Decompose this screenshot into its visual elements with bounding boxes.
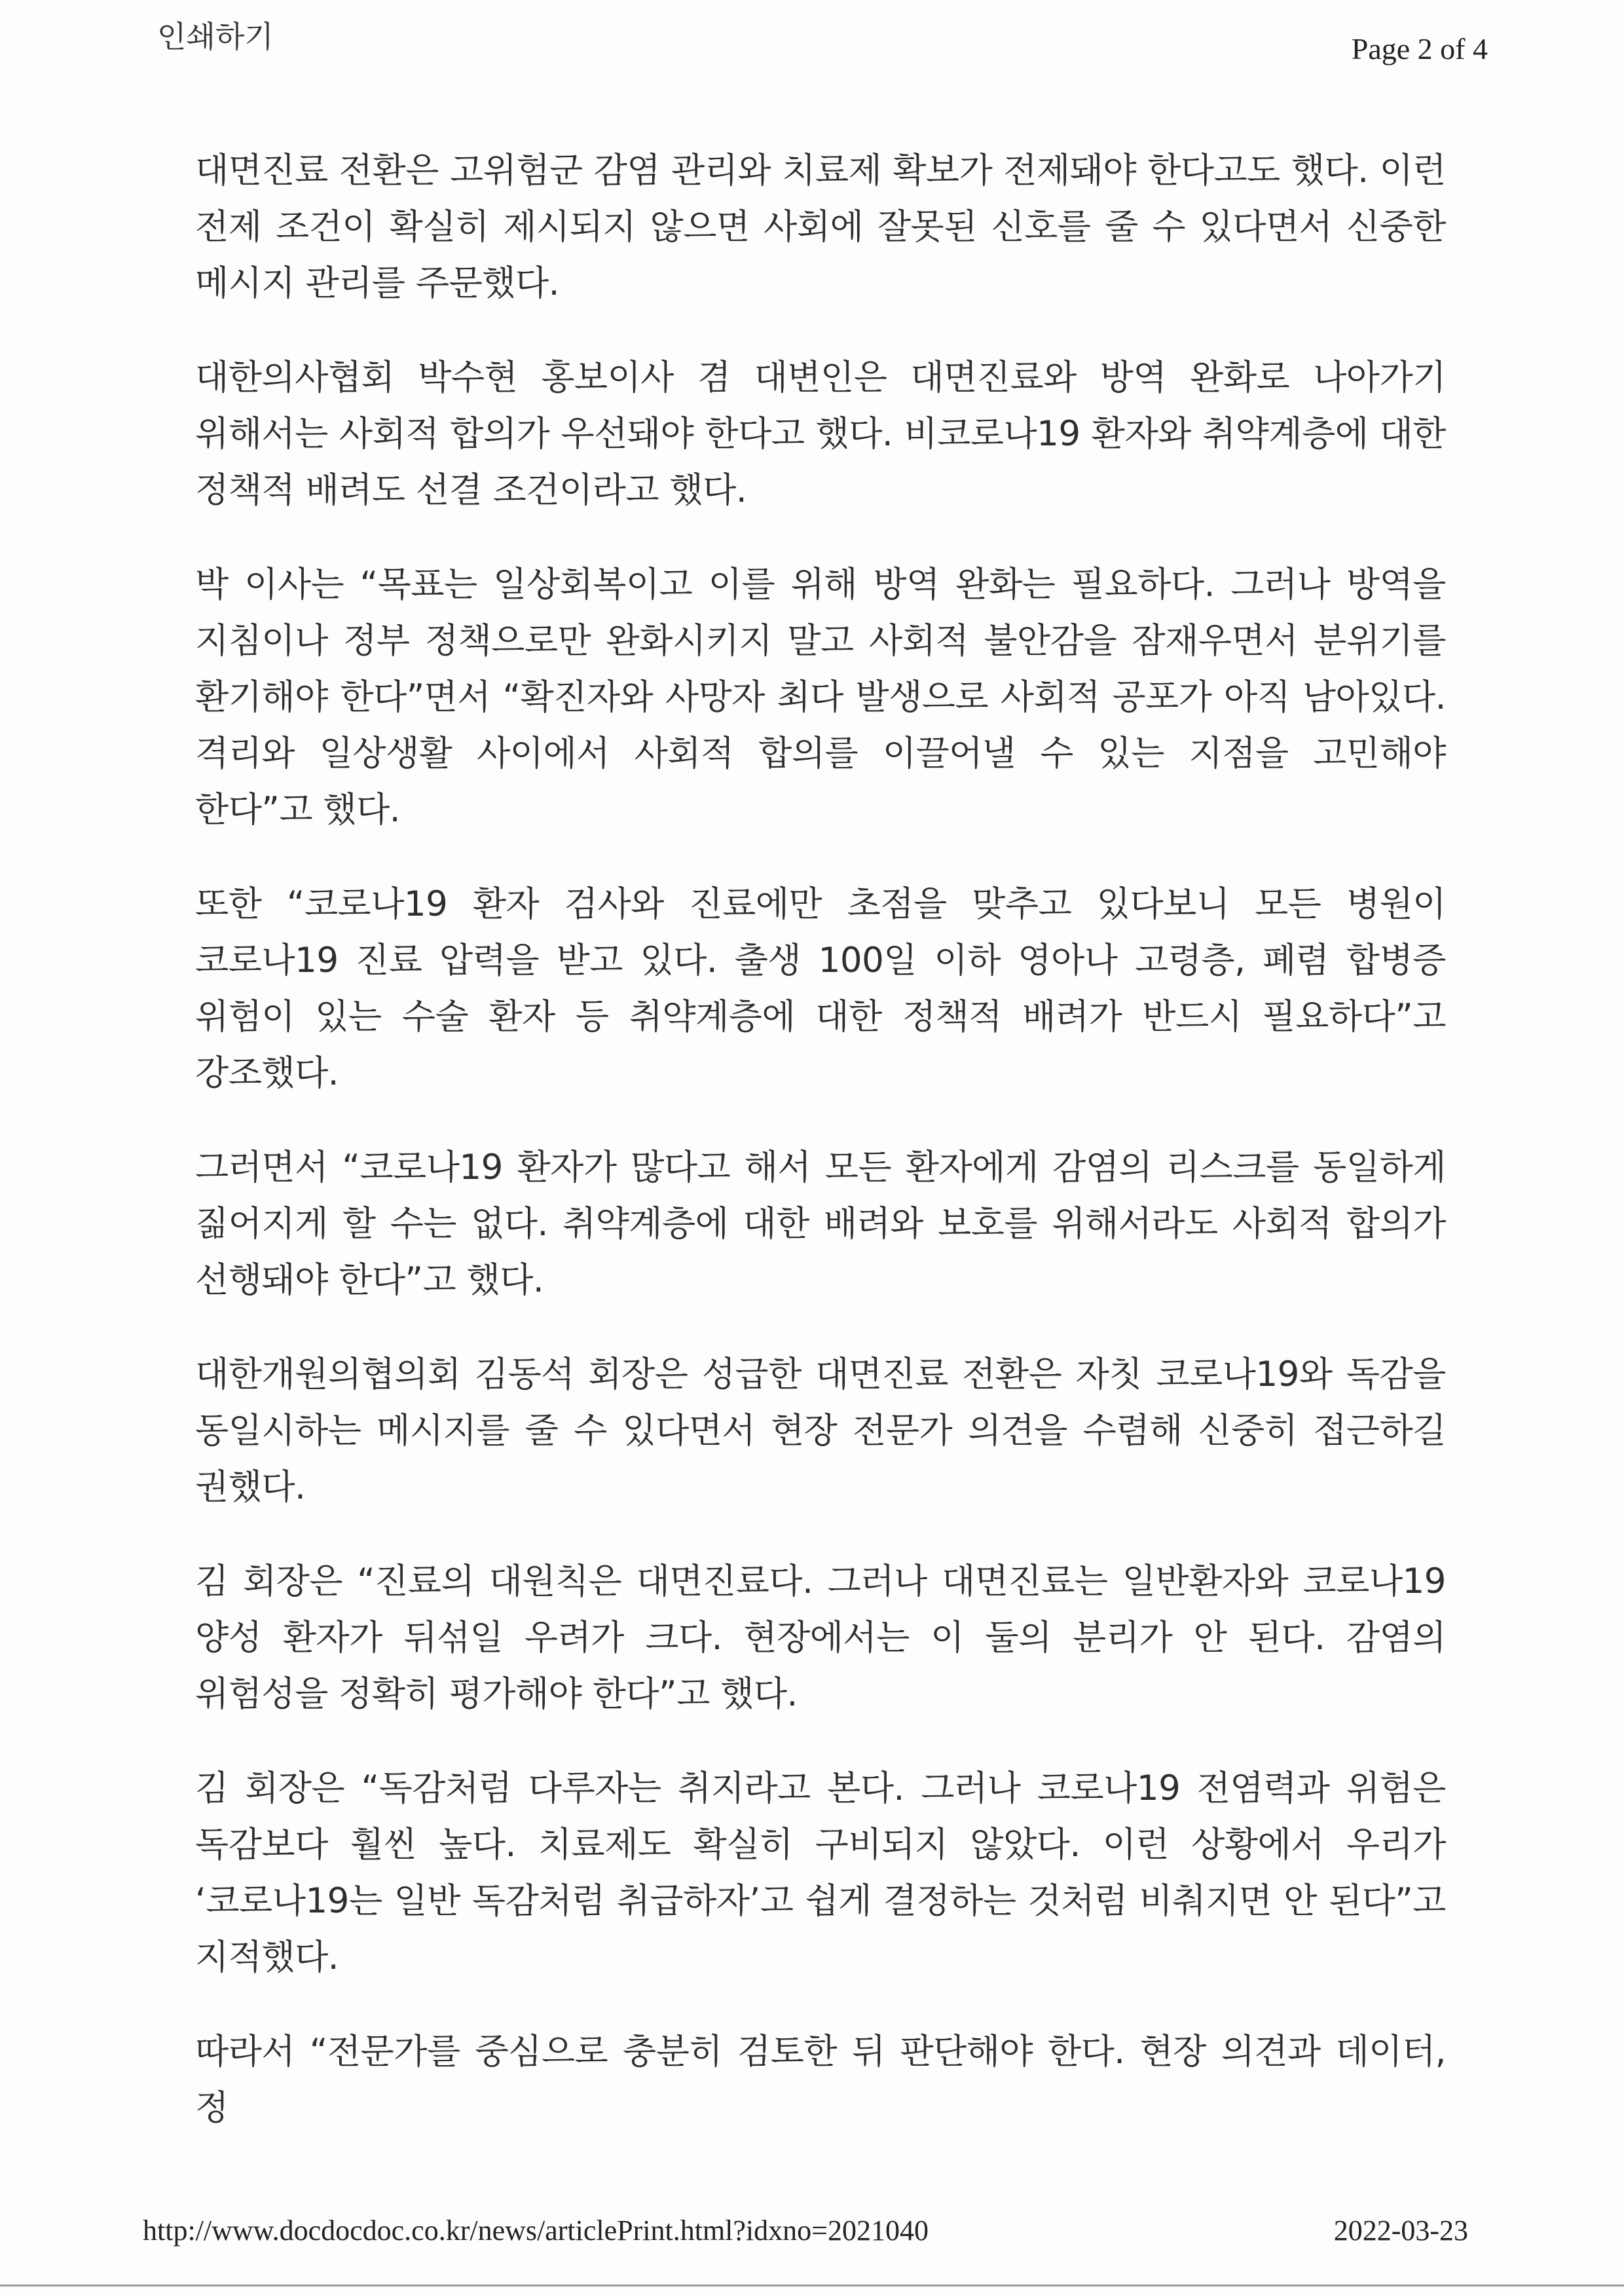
article-paragraph: 그러면서 “코로나19 환자가 많다고 해서 모든 환자에게 감염의 리스크를 동일하게 짊어지게 할 수는 없다. 취약계층에 대한 배려와 보호를 위해서라도 사회적 합의가 선행돼야 한다”고 했다. [195,1148,1446,1300]
article-paragraph: 김 회장은 “진료의 대원칙은 대면진료다. 그러나 대면진료는 일반환자와 코로나19 양성 환자가 뒤섞일 우려가 크다. 현장에서는 이 둘의 분리가 안 된다. 감염의 위험성을 정확히 평가해야 한다”고 했다. [195,1561,1446,1714]
article-paragraph: 대한의사협회 박수현 홍보이사 겸 대변인은 대면진료와 방역 완화로 나아가기 위해서는 사회적 합의가 우선돼야 한다고 했다. 비코로나19 환자와 취약계층에 대한 정책적 배려도 선결 조건이라고 했다. [195,358,1446,510]
article-paragraph: 대면진료 전환은 고위험군 감염 관리와 치료제 확보가 전제돼야 한다고도 했다. 이런 전제 조건이 확실히 제시되지 않으면 사회에 잘못된 신호를 줄 수 있다면서 신중한 메시지 관리를 주문했다. [195,151,1446,303]
article-paragraph: 김 회장은 “독감처럼 다루자는 취지라고 본다. 그러나 코로나19 전염력과 위험은 독감보다 훨씬 높다. 치료제도 확실히 구비되지 않았다. 이런 상황에서 우리가 ‘코로나19는 일반 독감처럼 취급하자’고 쉽게 결정하는 것처럼 비춰지면 안 된다”고 지적했다. [195,1768,1446,1977]
bottom-divider [0,2285,1624,2286]
print-link[interactable]: 인쇄하기 [157,19,274,54]
print-date: 2022-03-23 [1333,2214,1468,2247]
page-indicator: Page 2 of 4 [1351,32,1488,65]
source-url: http://www.docdocdoc.co.kr/news/articlePrint.html?idxno=2021040 [143,2214,929,2247]
article-paragraph: 따라서 “전문가를 중심으로 충분히 검토한 뒤 판단해야 한다. 현장 의견과 데이터, 정 [195,2032,1446,2128]
article-body [195,143,1446,2174]
article-paragraph: 또한 “코로나19 환자 검사와 진료에만 초점을 맞추고 있다보니 모든 병원이 코로나19 진료 압력을 받고 있다. 출생 100일 이하 영아나 고령층, 폐렴 합병증 위험이 있는 수술 환자 등 취약계층에 대한 정책적 배려가 반드시 필요하다”고 강조했다. [195,884,1446,1093]
article-paragraph: 박 이사는 “목표는 일상회복이고 이를 위해 방역 완화는 필요하다. 그러나 방역을 지침이나 정부 정책으로만 완화시키지 말고 사회적 불안감을 잠재우면서 분위기를 환기해야 한다”면서 “확진자와 사망자 최다 발생으로 사회적 공포가 아직 남아있다. 격리와 일상생활 사이에서 사회적 합의를 이끌어낼 수 있는 지점을 고민해야 한다”고 했다. [195,565,1446,830]
article-paragraph: 대한개원의협의회 김동석 회장은 성급한 대면진료 전환은 자칫 코로나19와 독감을 동일시하는 메시지를 줄 수 있다면서 현장 전문가 의견을 수렴해 신중히 접근하길 권했다. [195,1354,1446,1507]
